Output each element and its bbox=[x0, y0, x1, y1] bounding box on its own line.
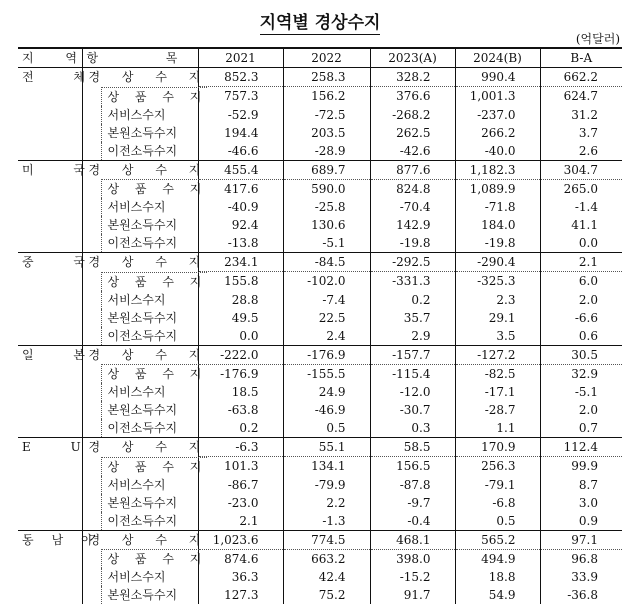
value-cell: -79.1 bbox=[455, 476, 540, 494]
item-label: 본원소득수지 bbox=[101, 216, 178, 234]
item-label: 상 품 수 지 bbox=[101, 179, 208, 198]
value-cell: -331.3 bbox=[370, 272, 455, 291]
value-cell: 96.8 bbox=[540, 549, 622, 568]
value-cell: -5.1 bbox=[283, 234, 370, 253]
value-cell: 1,182.3 bbox=[455, 160, 540, 179]
value-cell: 22.5 bbox=[283, 309, 370, 327]
value-cell: 49.5 bbox=[198, 309, 283, 327]
value-cell: 0.9 bbox=[540, 512, 622, 531]
table-row bbox=[18, 419, 622, 438]
table-row bbox=[18, 364, 622, 383]
region-label: 일 본 bbox=[18, 345, 82, 438]
header-2021: 2021 bbox=[198, 48, 283, 68]
value-cell: -15.2 bbox=[370, 568, 455, 586]
value-cell: 75.2 bbox=[283, 586, 370, 604]
item-label: 경 상 수 지 bbox=[82, 530, 198, 549]
value-cell: -9.7 bbox=[370, 494, 455, 512]
value-cell: 18.8 bbox=[455, 568, 540, 586]
value-cell: -42.6 bbox=[370, 142, 455, 161]
item-label: 이전소득수지 bbox=[101, 234, 178, 252]
item-label: 서비스수지 bbox=[101, 106, 166, 124]
value-cell: 28.8 bbox=[198, 291, 283, 309]
item-label: 상 품 수 지 bbox=[101, 549, 208, 568]
value-cell: -72.5 bbox=[283, 106, 370, 124]
item-label: 이전소득수지 bbox=[101, 419, 178, 437]
table-row bbox=[18, 401, 622, 419]
value-cell: 155.8 bbox=[198, 272, 283, 291]
value-cell: -71.8 bbox=[455, 198, 540, 216]
item-label: 이전소득수지 bbox=[101, 327, 178, 345]
value-cell: -0.4 bbox=[370, 512, 455, 531]
value-cell: 1,001.3 bbox=[455, 87, 540, 106]
table-row bbox=[18, 512, 622, 531]
value-cell: 101.3 bbox=[198, 457, 283, 476]
value-cell: 24.9 bbox=[283, 383, 370, 401]
value-cell: 877.6 bbox=[370, 160, 455, 179]
header-row bbox=[18, 48, 622, 68]
value-cell: 31.2 bbox=[540, 106, 622, 124]
item-label: 서비스수지 bbox=[101, 383, 166, 401]
value-cell: 262.5 bbox=[370, 124, 455, 142]
value-cell: -36.8 bbox=[540, 586, 622, 604]
value-cell: 99.9 bbox=[540, 457, 622, 476]
value-cell: 852.3 bbox=[198, 68, 283, 87]
value-cell: 156.5 bbox=[370, 457, 455, 476]
value-cell: 624.7 bbox=[540, 87, 622, 106]
value-cell: 97.1 bbox=[540, 530, 622, 549]
value-cell: 2.3 bbox=[455, 291, 540, 309]
value-cell: 1,089.9 bbox=[455, 179, 540, 198]
value-cell: 32.9 bbox=[540, 364, 622, 383]
table-row bbox=[18, 160, 622, 179]
value-cell: 2.0 bbox=[540, 291, 622, 309]
value-cell: 3.7 bbox=[540, 124, 622, 142]
value-cell: 0.6 bbox=[540, 327, 622, 346]
value-cell: -28.7 bbox=[455, 401, 540, 419]
table-row bbox=[18, 345, 622, 364]
unit-label: (억달러) bbox=[575, 32, 620, 46]
value-cell: -40.0 bbox=[455, 142, 540, 161]
value-cell: -237.0 bbox=[455, 106, 540, 124]
value-cell: 30.5 bbox=[540, 345, 622, 364]
table-row bbox=[18, 272, 622, 291]
sub-item-cell bbox=[82, 106, 198, 124]
table-row bbox=[18, 586, 622, 604]
item-label: 상 품 수 지 bbox=[101, 87, 208, 106]
value-cell: 29.1 bbox=[455, 309, 540, 327]
value-cell: 0.0 bbox=[540, 234, 622, 253]
value-cell: 18.5 bbox=[198, 383, 283, 401]
sub-item-cell bbox=[82, 383, 198, 401]
value-cell: 55.1 bbox=[283, 438, 370, 457]
value-cell: 1.1 bbox=[455, 419, 540, 438]
value-cell: -84.5 bbox=[283, 253, 370, 272]
header-2022: 2022 bbox=[283, 48, 370, 68]
sub-item-cell bbox=[82, 291, 198, 309]
value-cell: 258.3 bbox=[283, 68, 370, 87]
current-account-table bbox=[18, 47, 622, 604]
region-label: 전 체 bbox=[18, 68, 82, 161]
value-cell: 194.4 bbox=[198, 124, 283, 142]
sub-item-cell bbox=[82, 476, 198, 494]
value-cell: -25.8 bbox=[283, 198, 370, 216]
item-label: 본원소득수지 bbox=[101, 124, 178, 142]
value-cell: 92.4 bbox=[198, 216, 283, 234]
item-label: 본원소득수지 bbox=[101, 401, 178, 419]
value-cell: 36.3 bbox=[198, 568, 283, 586]
value-cell: 417.6 bbox=[198, 179, 283, 198]
value-cell: 3.5 bbox=[455, 327, 540, 346]
value-cell: 663.2 bbox=[283, 549, 370, 568]
value-cell: -28.9 bbox=[283, 142, 370, 161]
value-cell: 398.0 bbox=[370, 549, 455, 568]
value-cell: -86.7 bbox=[198, 476, 283, 494]
table-row bbox=[18, 253, 622, 272]
value-cell: 874.6 bbox=[198, 549, 283, 568]
value-cell: 35.7 bbox=[370, 309, 455, 327]
value-cell: 2.2 bbox=[283, 494, 370, 512]
value-cell: 468.1 bbox=[370, 530, 455, 549]
value-cell: -19.8 bbox=[455, 234, 540, 253]
value-cell: 156.2 bbox=[283, 87, 370, 106]
region-label: 중 국 bbox=[18, 253, 82, 346]
value-cell: 2.4 bbox=[283, 327, 370, 346]
value-cell: -82.5 bbox=[455, 364, 540, 383]
table-row bbox=[18, 106, 622, 124]
value-cell: -23.0 bbox=[198, 494, 283, 512]
value-cell: 494.9 bbox=[455, 549, 540, 568]
value-cell: 0.5 bbox=[283, 419, 370, 438]
value-cell: -157.7 bbox=[370, 345, 455, 364]
item-label: 본원소득수지 bbox=[101, 309, 178, 327]
value-cell: 689.7 bbox=[283, 160, 370, 179]
value-cell: -222.0 bbox=[198, 345, 283, 364]
value-cell: 2.0 bbox=[540, 401, 622, 419]
table-row bbox=[18, 383, 622, 401]
sub-item-cell bbox=[82, 198, 198, 216]
table-row bbox=[18, 142, 622, 161]
value-cell: 234.1 bbox=[198, 253, 283, 272]
value-cell: -12.0 bbox=[370, 383, 455, 401]
table-row bbox=[18, 438, 622, 457]
table-row bbox=[18, 179, 622, 198]
item-label: 이전소득수지 bbox=[101, 142, 178, 160]
value-cell: -70.4 bbox=[370, 198, 455, 216]
table-row bbox=[18, 476, 622, 494]
value-cell: -127.2 bbox=[455, 345, 540, 364]
value-cell: 256.3 bbox=[455, 457, 540, 476]
item-label: 경 상 수 지 bbox=[82, 438, 198, 457]
value-cell: -1.4 bbox=[540, 198, 622, 216]
table-row bbox=[18, 68, 622, 87]
value-cell: 3.0 bbox=[540, 494, 622, 512]
sub-item-cell bbox=[82, 142, 198, 161]
item-label: 경 상 수 지 bbox=[82, 68, 198, 87]
value-cell: -6.6 bbox=[540, 309, 622, 327]
sub-item-cell bbox=[82, 494, 198, 512]
item-label: 경 상 수 지 bbox=[82, 160, 198, 179]
value-cell: -46.9 bbox=[283, 401, 370, 419]
value-cell: 130.6 bbox=[283, 216, 370, 234]
value-cell: -40.9 bbox=[198, 198, 283, 216]
value-cell: 265.0 bbox=[540, 179, 622, 198]
item-label: 본원소득수지 bbox=[101, 586, 178, 604]
header-item: 항 목 bbox=[82, 48, 198, 68]
value-cell: 6.0 bbox=[540, 272, 622, 291]
table-row bbox=[18, 549, 622, 568]
value-cell: 33.9 bbox=[540, 568, 622, 586]
item-label: 서비스수지 bbox=[101, 198, 166, 216]
value-cell: 266.2 bbox=[455, 124, 540, 142]
table-row bbox=[18, 309, 622, 327]
item-label: 상 품 수 지 bbox=[101, 364, 208, 383]
sub-item-cell bbox=[82, 179, 208, 198]
value-cell: 2.1 bbox=[540, 253, 622, 272]
value-cell: -325.3 bbox=[455, 272, 540, 291]
value-cell: 662.2 bbox=[540, 68, 622, 87]
value-cell: 203.5 bbox=[283, 124, 370, 142]
item-label: 경 상 수 지 bbox=[82, 345, 198, 364]
header-diff: B-A bbox=[540, 48, 622, 68]
table-row bbox=[18, 530, 622, 549]
value-cell: -155.5 bbox=[283, 364, 370, 383]
sub-item-cell bbox=[82, 568, 198, 586]
value-cell: -5.1 bbox=[540, 383, 622, 401]
value-cell: -176.9 bbox=[283, 345, 370, 364]
value-cell: 0.2 bbox=[370, 291, 455, 309]
value-cell: 127.3 bbox=[198, 586, 283, 604]
value-cell: -63.8 bbox=[198, 401, 283, 419]
sub-item-cell bbox=[82, 586, 198, 604]
value-cell: -6.8 bbox=[455, 494, 540, 512]
value-cell: 91.7 bbox=[370, 586, 455, 604]
value-cell: 0.7 bbox=[540, 419, 622, 438]
value-cell: -1.3 bbox=[283, 512, 370, 531]
value-cell: -292.5 bbox=[370, 253, 455, 272]
value-cell: 565.2 bbox=[455, 530, 540, 549]
sub-item-cell bbox=[82, 512, 198, 531]
value-cell: 590.0 bbox=[283, 179, 370, 198]
value-cell: 2.1 bbox=[198, 512, 283, 531]
value-cell: 824.8 bbox=[370, 179, 455, 198]
value-cell: -30.7 bbox=[370, 401, 455, 419]
table-row bbox=[18, 457, 622, 476]
sub-item-cell bbox=[82, 549, 208, 568]
value-cell: 1,023.6 bbox=[198, 530, 283, 549]
item-label: 본원소득수지 bbox=[101, 494, 178, 512]
value-cell: -19.8 bbox=[370, 234, 455, 253]
value-cell: 41.1 bbox=[540, 216, 622, 234]
value-cell: -13.8 bbox=[198, 234, 283, 253]
header-region: 지 역 bbox=[18, 48, 82, 68]
value-cell: -290.4 bbox=[455, 253, 540, 272]
value-cell: -17.1 bbox=[455, 383, 540, 401]
value-cell: -6.3 bbox=[198, 438, 283, 457]
sub-item-cell bbox=[82, 272, 208, 291]
value-cell: 376.6 bbox=[370, 87, 455, 106]
table-row bbox=[18, 327, 622, 346]
value-cell: 58.5 bbox=[370, 438, 455, 457]
sub-item-cell bbox=[82, 234, 198, 253]
sub-item-cell bbox=[82, 216, 198, 234]
value-cell: -268.2 bbox=[370, 106, 455, 124]
value-cell: -176.9 bbox=[198, 364, 283, 383]
value-cell: 0.0 bbox=[198, 327, 283, 346]
value-cell: 757.3 bbox=[198, 87, 283, 106]
table-row bbox=[18, 494, 622, 512]
region-label: 미 국 bbox=[18, 160, 82, 253]
header-2023: 2023(A) bbox=[370, 48, 455, 68]
item-label: 서비스수지 bbox=[101, 568, 166, 586]
sub-item-cell bbox=[82, 87, 208, 106]
sub-item-cell bbox=[82, 327, 198, 346]
value-cell: -115.4 bbox=[370, 364, 455, 383]
item-label: 서비스수지 bbox=[101, 291, 166, 309]
value-cell: 184.0 bbox=[455, 216, 540, 234]
table-row bbox=[18, 198, 622, 216]
value-cell: 42.4 bbox=[283, 568, 370, 586]
table-title: 지역별 경상수지 bbox=[259, 13, 381, 33]
item-label: 이전소득수지 bbox=[101, 512, 178, 530]
value-cell: 2.6 bbox=[540, 142, 622, 161]
value-cell: 2.9 bbox=[370, 327, 455, 346]
value-cell: 170.9 bbox=[455, 438, 540, 457]
sub-item-cell bbox=[82, 364, 208, 383]
value-cell: 142.9 bbox=[370, 216, 455, 234]
region-label: 동남아 bbox=[18, 530, 82, 604]
table-row bbox=[18, 124, 622, 142]
table-row bbox=[18, 216, 622, 234]
value-cell: -87.8 bbox=[370, 476, 455, 494]
value-cell: -52.9 bbox=[198, 106, 283, 124]
sub-item-cell bbox=[82, 124, 198, 142]
table-row bbox=[18, 291, 622, 309]
value-cell: 774.5 bbox=[283, 530, 370, 549]
value-cell: 455.4 bbox=[198, 160, 283, 179]
sub-item-cell bbox=[82, 401, 198, 419]
value-cell: 8.7 bbox=[540, 476, 622, 494]
item-label: 서비스수지 bbox=[101, 476, 166, 494]
sub-item-cell bbox=[82, 309, 198, 327]
value-cell: 134.1 bbox=[283, 457, 370, 476]
table-row bbox=[18, 234, 622, 253]
item-label: 상 품 수 지 bbox=[101, 272, 208, 291]
header-2024: 2024(B) bbox=[455, 48, 540, 68]
item-label: 상 품 수 지 bbox=[101, 457, 208, 476]
value-cell: 0.3 bbox=[370, 419, 455, 438]
sub-item-cell bbox=[82, 419, 198, 438]
value-cell: 112.4 bbox=[540, 438, 622, 457]
value-cell: -7.4 bbox=[283, 291, 370, 309]
table-row bbox=[18, 87, 622, 106]
value-cell: -46.6 bbox=[198, 142, 283, 161]
table-row bbox=[18, 568, 622, 586]
value-cell: -102.0 bbox=[283, 272, 370, 291]
value-cell: 54.9 bbox=[455, 586, 540, 604]
value-cell: 328.2 bbox=[370, 68, 455, 87]
sub-item-cell bbox=[82, 457, 208, 476]
value-cell: 0.2 bbox=[198, 419, 283, 438]
item-label: 경 상 수 지 bbox=[82, 253, 198, 272]
value-cell: 304.7 bbox=[540, 160, 622, 179]
value-cell: 0.5 bbox=[455, 512, 540, 531]
value-cell: 990.4 bbox=[455, 68, 540, 87]
value-cell: -79.9 bbox=[283, 476, 370, 494]
region-label: E U bbox=[18, 438, 82, 531]
